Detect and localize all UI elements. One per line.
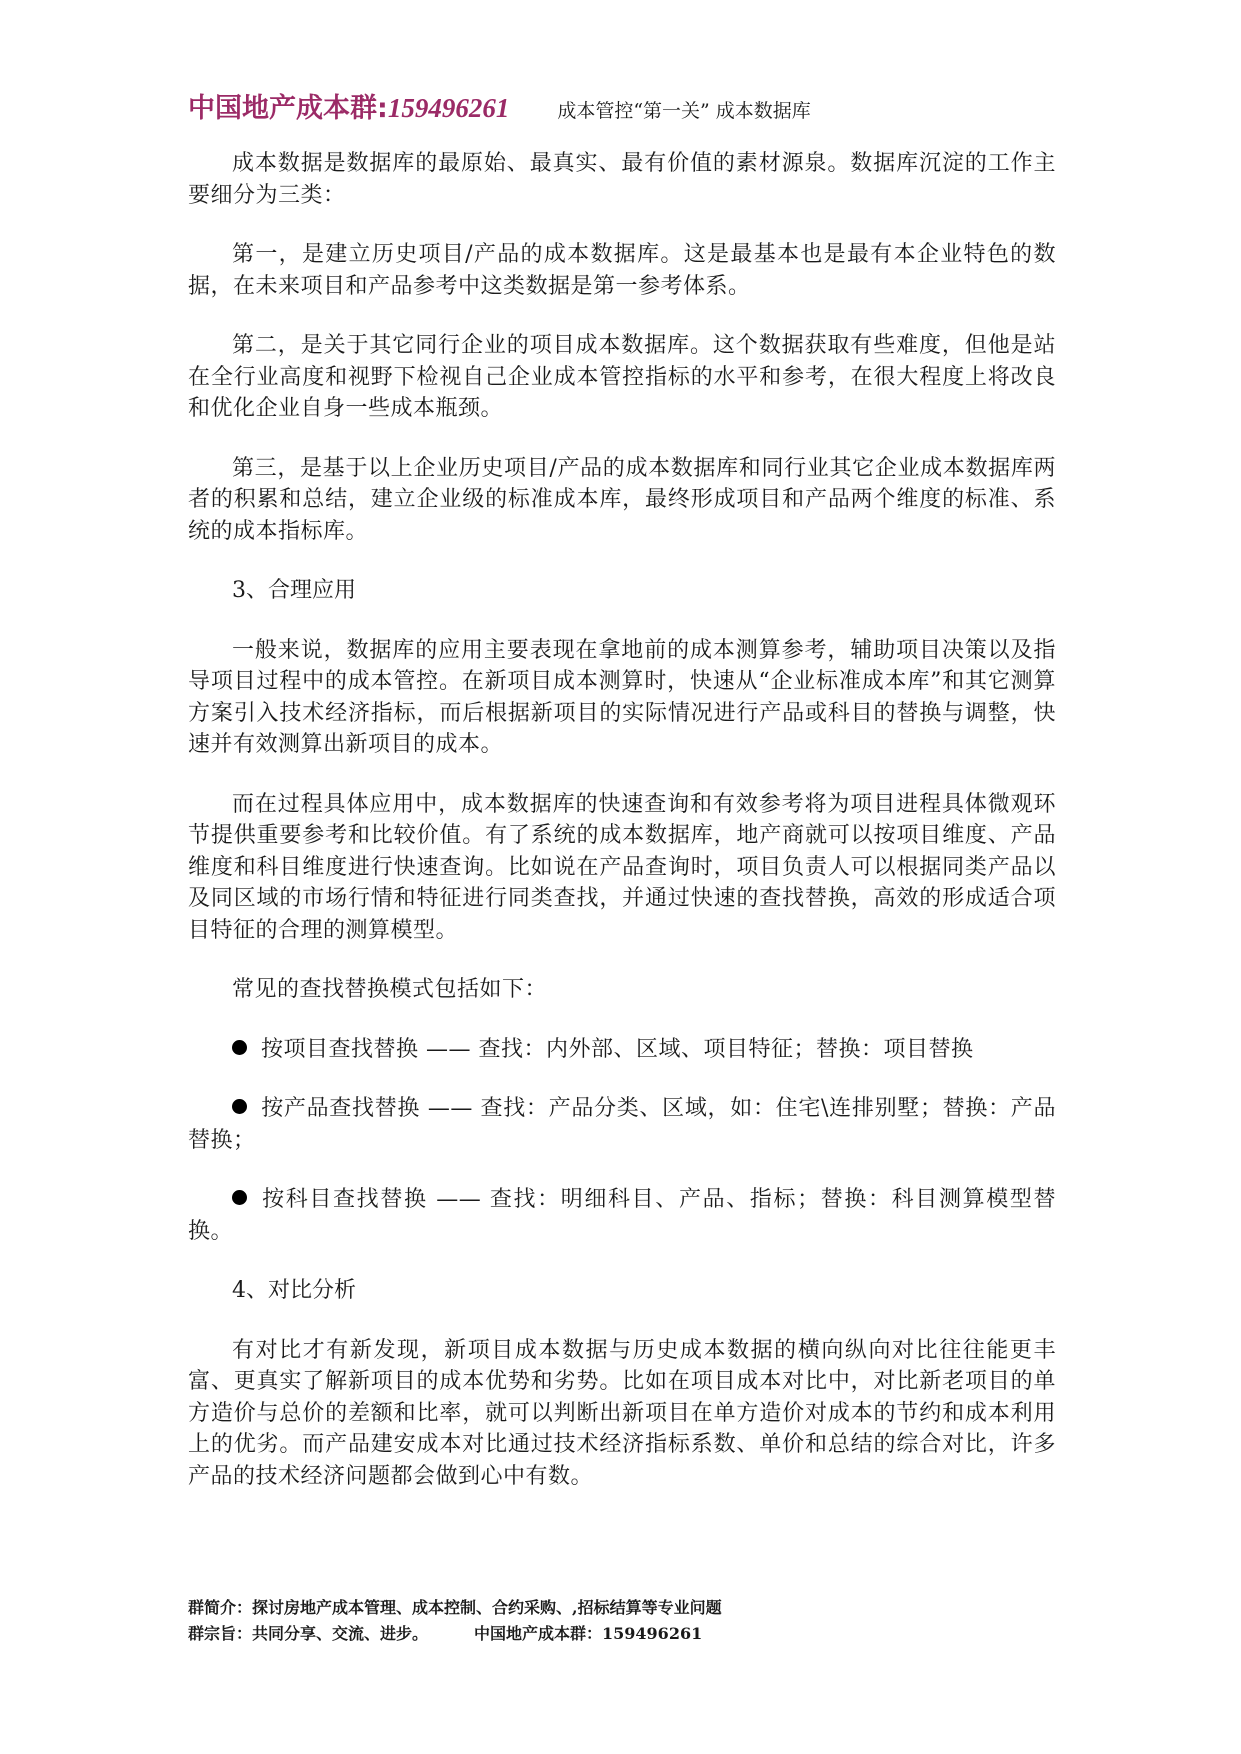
bullet-item-project [188, 1034, 1056, 1066]
bullet-dot-icon [232, 1040, 247, 1055]
document-body [188, 148, 1056, 1520]
bullet-text: 按项目查找替换 —— 查找：内外部、区域、项目特征；替换：项目替换 [261, 1036, 974, 1062]
paragraph-third: 第三，是基于以上企业历史项目/产品的成本数据库和同行业其它企业成本数据库两者的积累和总结，建立企业级的标准成本库，最终形成项目和产品两个维度的标准、系统的成本指标库。 [188, 455, 1056, 544]
bullet-text: 按科目查找替换 —— 查找：明细科目、产品、指标；替换：科目测算模型替换。 [188, 1187, 1056, 1244]
paragraph-application-2: 而在过程具体应用中，成本数据库的快速查询和有效参考将为项目进程具体微观环节提供重要参考和比较价值。有了系统的成本数据库，地产商就可以按项目维度、产品维度和科目维度进行快速查询。比如说在产品查询时，项目负责人可以根据同类产品以及同区域的市场行情和特征进行同类查找，并通过快速的查找替换，高效的形成适合项目特征的合理的测算模型。 [188, 791, 1056, 943]
bullet-text: 按产品查找替换 —— 查找：产品分类、区域，如：住宅\连排别墅；替换：产品替换； [188, 1096, 1056, 1153]
section-title-comparison: 4、对比分析 [232, 1278, 356, 1303]
bullet-item-subject [188, 1184, 1056, 1247]
paragraph-comparison: 有对比才有新发现，新项目成本数据与历史成本数据的横向纵向对比往往能更丰富、更真实了解新项目的成本优势和劣势。比如在项目成本对比中，对比新老项目的单方造价与总价的差额和比率，就可以判断出新项目在单方造价对成本的节约和成本利用上的优劣。而产品建安成本对比通过技术经济指标系数、单价和总结的综合对比，许多产品的技术经济问题都会做到心中有数。 [188, 1337, 1056, 1489]
paragraph-second: 第二，是关于其它同行企业的项目成本数据库。这个数据获取有些难度，但他是站在全行业高度和视野下检视自己企业成本管控指标的水平和参考，在很大程度上将改良和优化企业自身一些成本瓶颈。 [188, 333, 1056, 421]
page-footer [188, 1595, 722, 1647]
footer-purpose: 群宗旨：共同分享、交流、进步。 [188, 1624, 429, 1643]
header-group-number: 159496261 [387, 93, 510, 123]
paragraph-first: 第一，是建立历史项目/产品的成本数据库。这是最基本也是最有本企业特色的数据，在未来项目和产品参考中这类数据是第一参考体系。 [188, 242, 1056, 299]
paragraph-application-1: 一般来说，数据库的应用主要表现在拿地前的成本测算参考，辅助项目决策以及指导项目过程中的成本管控。在新项目成本测算时，快速从“企业标准成本库”和其它测算方案引入技术经济指标，而后根据新项目的实际情况进行产品或科目的替换与调整，快速并有效测算出新项目的成本。 [188, 637, 1056, 757]
bullet-item-product [188, 1093, 1056, 1156]
header-group-name: 中国地产成本群: [188, 93, 388, 124]
footer-line-2 [188, 1621, 722, 1647]
bullet-dot-icon [232, 1190, 247, 1205]
bullet-dot-icon [232, 1099, 247, 1114]
section-title-application: 3、合理应用 [232, 578, 356, 603]
page-header [188, 86, 811, 130]
paragraph-intro: 成本数据是数据库的最原始、最真实、最有价值的素材源泉。数据库沉淀的工作主要细分为三类： [188, 151, 1056, 208]
header-subtitle: 成本管控“第一关” 成本数据库 [557, 100, 811, 122]
footer-intro: 群简介：探讨房地产成本管理、成本控制、合约采购、,招标结算等专业问题 [188, 1598, 722, 1617]
paragraph-application-3: 常见的查找替换模式包括如下： [232, 977, 548, 1002]
footer-group: 中国地产成本群：159496261 [474, 1624, 703, 1643]
